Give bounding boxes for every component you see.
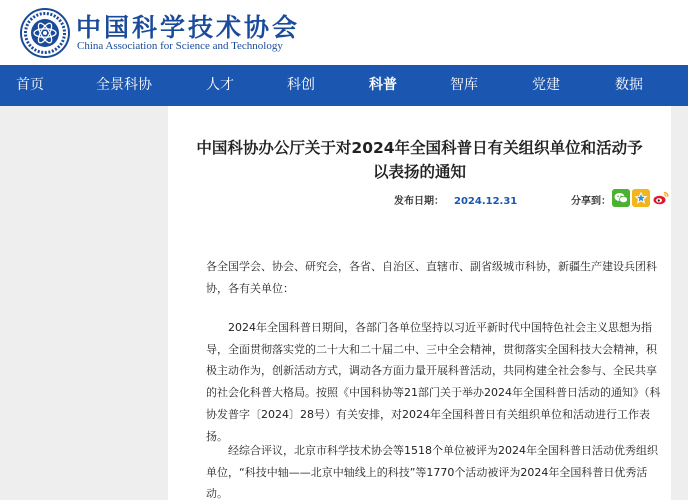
nav-item-overview[interactable]: 全景科协 bbox=[96, 77, 152, 93]
article-paragraph: 2024年全国科普日期间，各部门各单位坚持以习近平新时代中国特色社会主义思想为指导，全面贯彻落实党的二十大和二十届二中、三中全会精神，贯彻落实全国科技大会精神，积极主动作为，创新活动方式，调动各方面力量开展科普活动，共同构建全社会参与、全民共享的社会化科普大格局。按照《中国科协等21部门关于举办2024年全国科普日活动的通知》（科协发普字〔2024〕28号）有关安排，对2024年全国科普日有关组织单位和活动进行工作表扬。 bbox=[206, 321, 661, 443]
nav-item-think-tank[interactable]: 智库 bbox=[450, 77, 478, 93]
nav-item-science-popularization[interactable]: 科普 bbox=[369, 77, 397, 93]
share-label: 分享到： bbox=[571, 196, 611, 207]
main-nav bbox=[0, 65, 688, 106]
publish-date bbox=[394, 192, 517, 207]
site-header bbox=[0, 0, 688, 65]
nav-item-talent[interactable]: 人才 bbox=[206, 77, 234, 93]
cast-logo-icon[interactable] bbox=[20, 8, 70, 58]
qzone-icon[interactable] bbox=[632, 189, 650, 207]
article bbox=[168, 106, 671, 500]
brand-name-en[interactable]: China Association for Science and Technology bbox=[77, 40, 283, 52]
nav-item-data[interactable]: 数据 bbox=[615, 77, 643, 93]
left-gutter bbox=[0, 106, 168, 500]
article-title: 中国科协办公厅关于对2024年全国科普日有关组织单位和活动予以表扬的通知 bbox=[196, 139, 643, 181]
nav-item-innovation[interactable]: 科创 bbox=[287, 77, 315, 93]
publish-date-value: 2024.12.31 bbox=[454, 196, 518, 207]
nav-item-party[interactable]: 党建 bbox=[532, 77, 560, 93]
publish-date-label: 发布日期： bbox=[394, 196, 444, 207]
article-paragraph: 经综合评议，北京市科学技术协会等1518个单位被评为2024年全国科普日活动优秀组织单位，“科技中轴——北京中轴线上的科技”等1770个活动被评为2024年全国科普日优秀活动。 bbox=[206, 444, 658, 500]
wechat-icon[interactable] bbox=[612, 189, 630, 207]
right-gutter bbox=[671, 106, 688, 500]
brand-name-cn[interactable]: 中国科学技术协会 bbox=[76, 13, 301, 42]
nav-item-home[interactable]: 首页 bbox=[16, 77, 44, 93]
weibo-icon[interactable] bbox=[652, 189, 670, 207]
article-paragraph: 各全国学会、协会、研究会，各省、自治区、直辖市、副省级城市科协，新疆生产建设兵团科协，各有关单位： bbox=[206, 260, 657, 295]
